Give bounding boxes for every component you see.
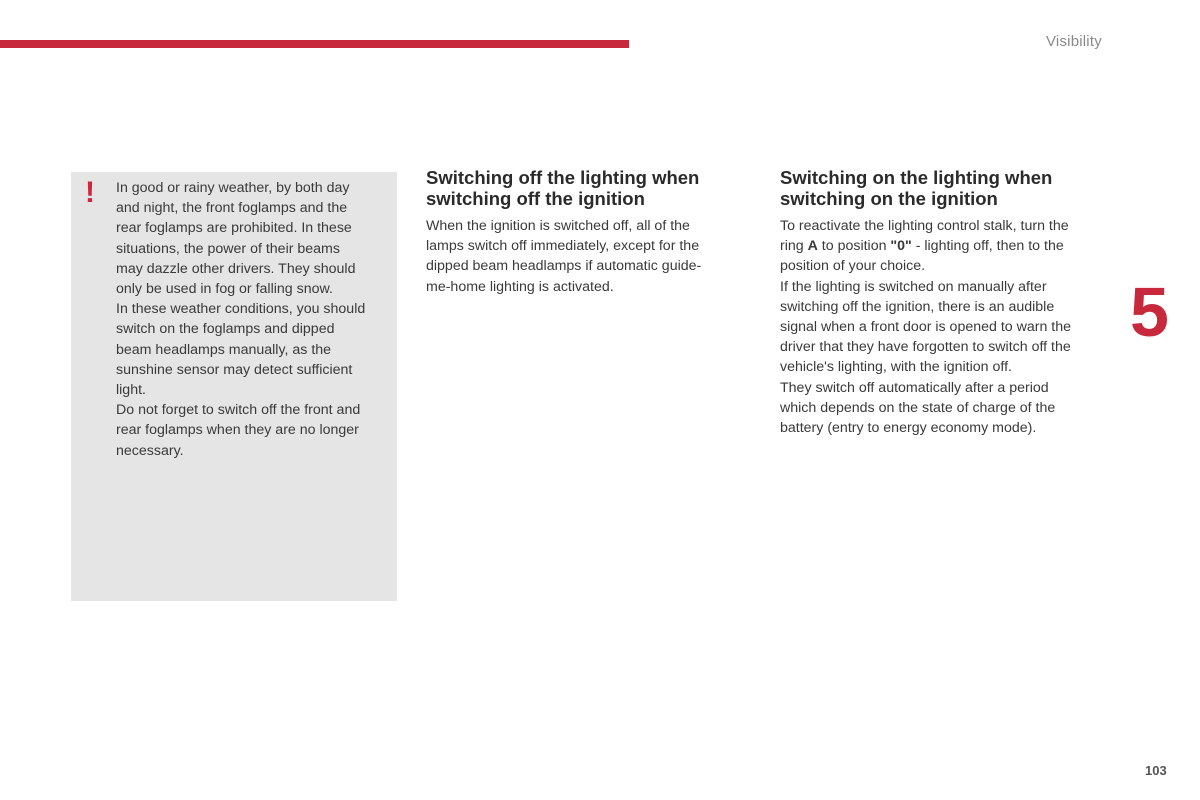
- warning-line: light.: [116, 382, 146, 399]
- warning-box: [71, 172, 397, 601]
- heading-line: Switching on the lighting when: [780, 167, 1053, 188]
- body-line: dipped beam headlamps if automatic guide-: [426, 258, 702, 275]
- body-line: [780, 236, 1100, 256]
- section-lighting-on: [780, 168, 1100, 438]
- section-title: Visibility: [1046, 33, 1102, 50]
- body-line: If the lighting is switched on manually after: [780, 278, 1047, 295]
- body-line: me-home lighting is activated.: [426, 278, 614, 295]
- warning-line: only be used in fog or falling snow.: [116, 281, 333, 298]
- warning-text: [116, 178, 394, 461]
- heading-line: switching off the ignition: [426, 187, 645, 209]
- warning-line: Do not forget to switch off the front and: [116, 402, 361, 419]
- warning-line: In good or rainy weather, by both day: [116, 180, 350, 196]
- body-line: which depends on the state of charge of the: [780, 399, 1056, 416]
- text-run: - lighting off, then to the: [911, 238, 1064, 255]
- section-lighting-off: [426, 168, 746, 297]
- heading-line: switching on the ignition: [780, 187, 998, 209]
- section-heading: [426, 168, 746, 209]
- body-line: To reactivate the lighting control stalk, turn the: [780, 218, 1069, 234]
- warning-line: necessary.: [116, 442, 184, 459]
- warning-line: situations, the power of their beams: [116, 240, 340, 257]
- exclamation-icon: !: [85, 176, 95, 209]
- text-run: ring: [780, 238, 808, 255]
- header-accent-bar: [0, 40, 629, 48]
- heading-line: Switching off the lighting when: [426, 167, 700, 188]
- section-body: [780, 216, 1100, 438]
- body-line: position of your choice.: [780, 258, 926, 275]
- body-line: lamps switch off immediately, except for the: [426, 238, 700, 255]
- warning-line: switch on the foglamps and dipped: [116, 321, 335, 338]
- body-line: battery (entry to energy economy mode).: [780, 420, 1037, 437]
- body-line: switching off the ignition, there is an audible: [780, 298, 1055, 315]
- position-label: "0": [890, 238, 912, 255]
- body-line: signal when a front door is opened to warn the: [780, 319, 1072, 336]
- warning-line: and night, the front foglamps and the: [116, 200, 348, 217]
- body-line: When the ignition is switched off, all of the: [426, 218, 690, 234]
- section-body: [426, 216, 746, 297]
- chapter-number: 5: [1130, 273, 1169, 351]
- body-line: They switch off automatically after a period: [780, 379, 1049, 396]
- page-number: 103: [1145, 763, 1167, 778]
- warning-line: beam headlamps manually, as the: [116, 341, 332, 358]
- warning-line: rear foglamps when they are no longer: [116, 422, 359, 439]
- body-line: driver that they have forgotten to switch off the: [780, 339, 1071, 356]
- ring-label: A: [807, 238, 818, 255]
- section-heading: [780, 168, 1100, 209]
- warning-line: rear foglamps are prohibited. In these: [116, 220, 352, 237]
- warning-line: may dazzle other drivers. They should: [116, 260, 356, 277]
- warning-line: In these weather conditions, you should: [116, 301, 366, 318]
- warning-line: sunshine sensor may detect sufficient: [116, 361, 353, 378]
- body-line: vehicle's lighting, with the ignition off.: [780, 359, 1012, 376]
- text-run: to position: [817, 238, 891, 255]
